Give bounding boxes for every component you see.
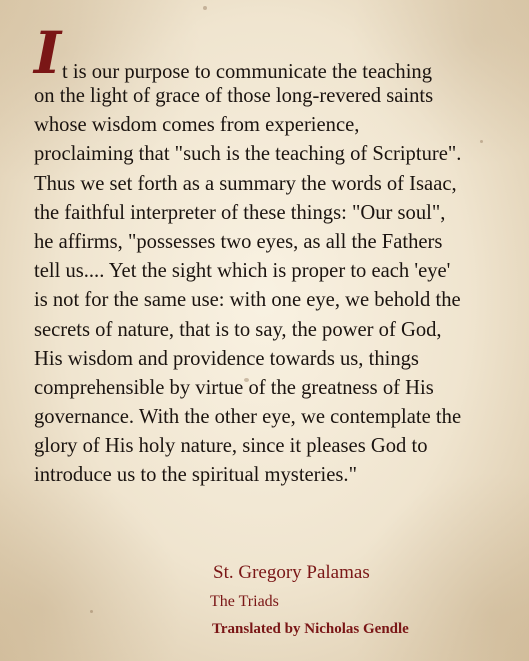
quote-line: introduce us to the spiritual mysteries." [34, 464, 357, 487]
quote-line: His wisdom and providence towards us, things [34, 347, 419, 370]
work-title: The Triads [210, 593, 279, 610]
author-name: St. Gregory Palamas [213, 562, 370, 583]
quote-line: proclaiming that "such is the teaching of Scripture". [34, 143, 462, 166]
quote-line: he affirms, "possesses two eyes, as all the Fathers [34, 230, 443, 253]
quote-line: t is our purpose to communicate the teaching [62, 61, 433, 83]
quote-line: governance. With the other eye, we contemplate the [34, 406, 462, 429]
quote-line: the faithful interpreter of these things: "Our soul", [34, 201, 446, 224]
quote-line: secrets of nature, that is to say, the power of God, [34, 318, 442, 341]
decorative-initial: I [34, 19, 62, 87]
quote-line: on the light of grace of those long-revered saints [34, 85, 434, 107]
quote-line: tell us.... Yet the sight which is proper to each 'eye' [34, 260, 451, 283]
quote-line: Thus we set forth as a summary the words of Isaac, [34, 172, 457, 195]
quote-line: comprehensible by virtue of the greatness of His [34, 376, 434, 399]
quote-line: is not for the same use: with one eye, we behold the [34, 289, 461, 312]
quote-line: whose wisdom comes from experience, [34, 114, 360, 137]
quote-line: glory of His holy nature, since it pleases God to [34, 435, 428, 458]
translator-credit: Translated by Nicholas Gendle [212, 621, 409, 637]
